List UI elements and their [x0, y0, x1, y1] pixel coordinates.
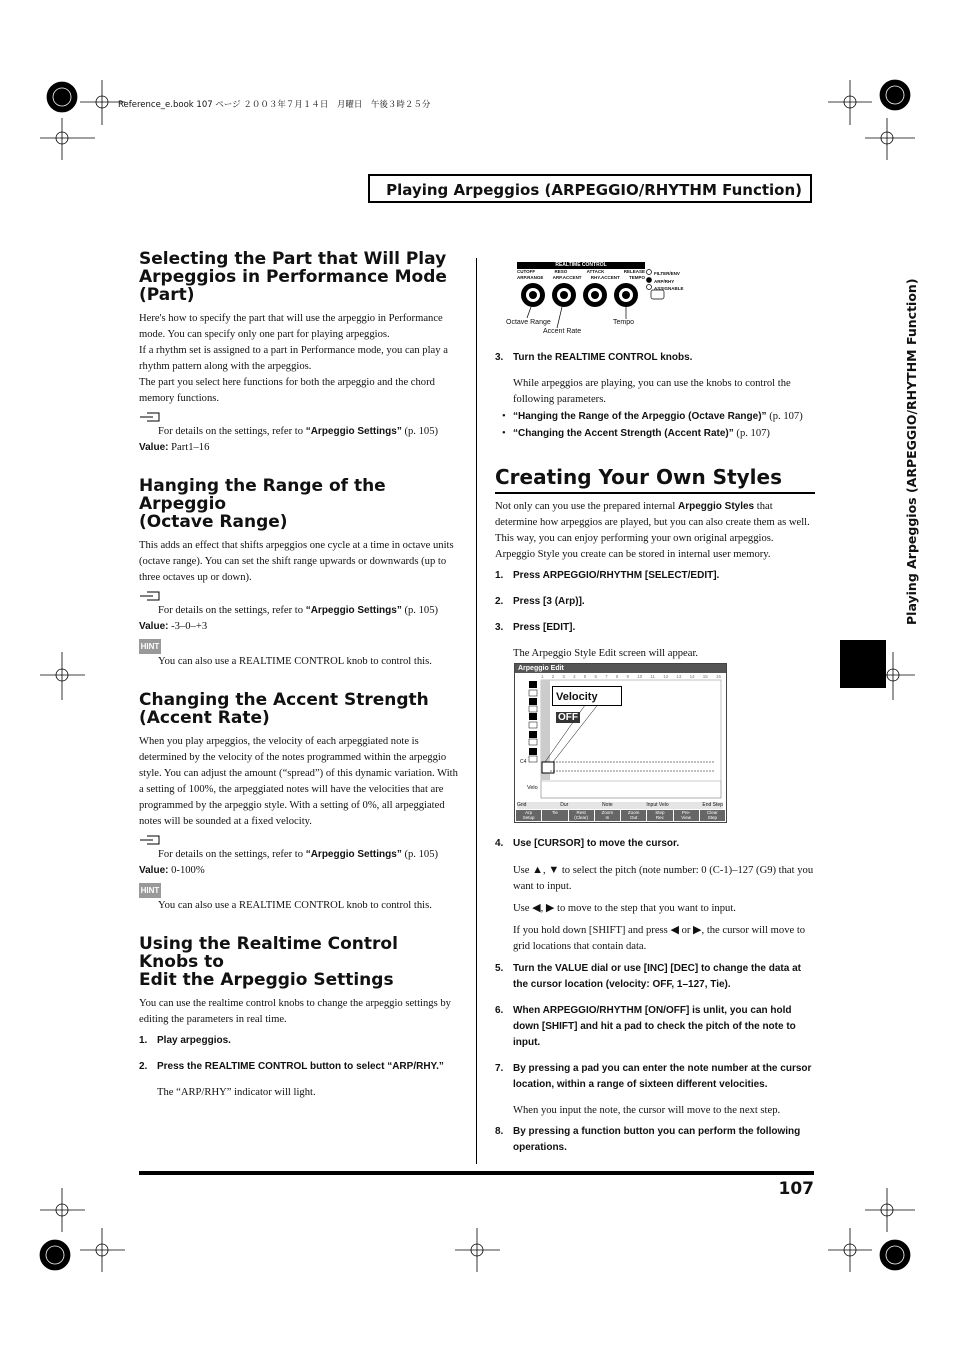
cursor-right-icon: ▶ — [545, 902, 555, 914]
callout-octave-range: Octave Range — [506, 319, 551, 326]
panel-indicators — [654, 270, 684, 293]
step-2-note: The “ARP/RHY” indicator will light. — [157, 1087, 316, 1098]
step-number: 11 — [650, 674, 656, 679]
step-number: 10 — [637, 674, 643, 679]
panel-title: REALTIME CONTROL — [517, 262, 645, 269]
step-number: 14 — [689, 674, 695, 679]
step-number: 4 — [573, 674, 576, 679]
title-rule — [495, 492, 815, 494]
callout-accent-rate: Accent Rate — [543, 328, 582, 335]
page-number: 107 — [778, 1179, 814, 1199]
step-2: 2. Press [3 (Arp)]. — [495, 596, 585, 607]
screen-title: Arpeggio Edit — [515, 664, 726, 673]
bullet-dot: • — [502, 411, 506, 422]
step-5: 5. Turn the VALUE dial or use [INC] [DEC] to change the data at the cursor location (velocity: OFF, 1–127, Tie). — [495, 963, 801, 990]
chapter-header-text: Playing Arpeggios (ARPEGGIO/RHYTHM Function) — [386, 181, 802, 199]
reference-note: For details on the settings, refer to “Arpeggio Settings” (p. 105) — [158, 605, 439, 616]
status-field: Note — [602, 802, 613, 808]
function-button-arp-setup[interactable]: Arp Setup — [516, 810, 541, 821]
reference-note: For details on the settings, refer to “Arpeggio Settings” (p. 105) — [158, 849, 439, 860]
velocity-popup — [552, 686, 622, 723]
step-number: 2 — [551, 674, 555, 679]
bullet-accent-rate: • “Changing the Accent Strength (Accent Rate)” (p. 107) — [495, 426, 815, 442]
reference-icon — [139, 589, 459, 603]
step-1: 1. Press ARPEGGIO/RHYTHM [SELECT/EDIT]. — [495, 570, 720, 581]
status-field: End Step — [702, 802, 723, 808]
function-buttons — [516, 810, 725, 821]
paragraph: Not only can you use the prepared internal Arpeggio Styles that determine how arpeggios are played, but you can also create them as well. This way, you can enjoy performing your own original arpeggios. — [495, 501, 810, 544]
right-column-top — [495, 340, 815, 662]
step-number: 8 — [615, 674, 619, 679]
section-title-part: Selecting the Part that Will Play Arpeggios in Performance Mode (Part) — [139, 249, 447, 305]
step-6: 6. When ARPEGGIO/RHYTHM [ON/OFF] is unlit, you can hold down [SHIFT] and hit a pad to check the pitch of the note to input. — [495, 1005, 796, 1048]
knob-label-top: ATTACK — [586, 269, 605, 274]
paragraph: If a rhythm set is assigned to a part in Performance mode, you can play a rhythm pattern along with the arpeggios. — [139, 345, 448, 372]
step-7-note: When you input the note, the cursor will move to the next step. — [513, 1105, 781, 1116]
bullet-dot: • — [502, 428, 506, 439]
value-line: Value: -3–0–+3 — [139, 621, 208, 632]
arpeggio-edit-screen — [514, 663, 727, 823]
side-tab-label: Playing Arpeggios (ARPEGGIO/RHYTHM Function) — [904, 278, 919, 625]
print-header: Reference_e.book 107 ページ ２００３年７月１４日 月曜日 午後３時２５分 — [118, 100, 431, 110]
indicator-label: FILTER/ENV — [654, 271, 680, 276]
value-line: Value: Part1–16 — [139, 442, 210, 453]
paragraph: This adds an effect that shifts arpeggios one cycle at a time in octave units (octave range). You can set the shift range upwards or downwards (up to three octaves up or down). — [139, 540, 454, 583]
column-divider — [476, 258, 477, 1164]
status-field: Dur — [560, 802, 569, 808]
step-4-shift: If you hold down [SHIFT] and press ◀ or ▶, the cursor will move to grid locations that contain data. — [513, 924, 806, 952]
step-number: 1 — [541, 674, 544, 679]
knob-label-top: RELEASE — [623, 269, 645, 274]
step-1: 1. Play arpeggios. — [139, 1035, 231, 1046]
step-number: 15 — [702, 674, 708, 679]
step-2: 2. Press the REALTIME CONTROL button to select “ARP/RHY.” — [139, 1061, 444, 1072]
step-number: 9 — [626, 674, 630, 679]
step-number: 6 — [594, 674, 597, 679]
step-3-note: The Arpeggio Style Edit screen will appear. — [513, 648, 699, 659]
knob-label-top: RESO — [554, 269, 568, 274]
cursor-right-icon: ▶ — [693, 924, 702, 936]
step-7: 7. By pressing a pad you can enter the note number at the cursor location, within a range of sixteen different velocities. — [495, 1063, 812, 1090]
hint-text: You can also use a REALTIME CONTROL knob to control this. — [158, 656, 432, 667]
step-number: 3 — [562, 674, 565, 679]
realtime-control-panel — [505, 262, 695, 337]
paragraph: When you play arpeggios, the velocity of each arpeggiated note is determined by the velocity of the notes programmed within the arpeggio style. You can adjust the amount (“spread”) of this dynamic variation. With a setting of 100%, the arpeggiated notes will have the velocities that are programmed by the arpeggio style. With a setting of 0%, all arpeggiated notes will be sounded at a fixed velocity. — [139, 736, 458, 827]
cursor-left-icon: ◀ — [670, 924, 679, 936]
status-field: Grid — [517, 802, 527, 808]
callout-tempo: Tempo — [613, 319, 635, 326]
step-4-leftright: Use ◀, ▶ to move to the step that you want to input. — [513, 902, 736, 914]
velocity-value: OFF — [558, 712, 578, 723]
cursor-down-icon: ▼ — [548, 864, 560, 876]
cursor-up-icon: ▲ — [532, 864, 544, 876]
knob-label-bottom: RHY.ACCENT — [590, 275, 620, 280]
c4-label: C4 — [520, 759, 527, 765]
velocity-label: Velocity — [556, 691, 598, 703]
knob-label-bottom: ARP.ACCENT — [552, 275, 582, 280]
paragraph: You can use the realtime control knobs to change the arpeggio settings by editing the parameters in real time. — [139, 998, 451, 1025]
cursor-left-icon: ◀ — [532, 902, 541, 914]
step-3-note: While arpeggios are playing, you can use the knobs to control the following parameters. — [513, 378, 791, 405]
step-number: 13 — [676, 674, 682, 679]
section-title-creating-styles: Creating Your Own Styles — [495, 465, 782, 489]
step-4-updown: Use ▲, ▼ to select the pitch (note number: 0 (C-1)–127 (G9) that you want to input. — [513, 864, 814, 892]
paragraph: Here's how to specify the part that will use the arpeggio in Performance mode. You can specify only one part for playing arpeggios. — [139, 313, 443, 340]
value-line: Value: 0-100% — [139, 865, 205, 876]
function-button-step-rec[interactable]: Step Rec — [647, 810, 672, 821]
section-title-accent-rate: Changing the Accent Strength (Accent Rate) — [139, 690, 429, 728]
reference-note: For details on the settings, refer to “Arpeggio Settings” (p. 105) — [158, 426, 439, 437]
knob-label-top: CUTOFF — [517, 269, 536, 274]
left-column — [139, 250, 459, 1101]
right-column-bottom — [495, 826, 815, 1166]
hint-icon: HINT — [139, 883, 161, 898]
paragraph: The part you select here functions for both the arpeggio and the chord memory functions. — [139, 377, 435, 404]
hint-icon: HINT — [139, 639, 161, 654]
step-number: 16 — [715, 674, 721, 679]
side-tab-marker — [840, 640, 886, 688]
function-button-tie[interactable]: Tie — [542, 810, 567, 821]
chapter-header — [368, 174, 812, 203]
step-8: 8. By pressing a function button you can perform the following operations. — [495, 1126, 801, 1153]
reference-icon — [139, 833, 459, 847]
paragraph: Arpeggio Style you create can be stored in internal user memory. — [495, 549, 771, 560]
function-button-preview[interactable]: Pre- View — [674, 810, 699, 821]
indicator-label: ASSIGNABLE — [654, 286, 684, 291]
status-field: Input Velo — [646, 802, 669, 808]
indicator-label: ARP/RHY — [654, 278, 675, 284]
step-number: 7 — [605, 674, 608, 679]
step-number: 12 — [663, 674, 669, 679]
hint-text: You can also use a REALTIME CONTROL knob to control this. — [158, 900, 432, 911]
function-button-zoom-in[interactable]: Zoom In — [595, 810, 620, 821]
step-4: 4. Use [CURSOR] to move the cursor. — [495, 838, 680, 849]
function-button-clear-step[interactable]: Clear Step — [700, 810, 725, 821]
velo-label: Velo — [527, 785, 538, 791]
knob-label-bottom: TEMPO — [628, 275, 645, 280]
function-button-rest[interactable]: Rest (Clear) — [569, 810, 594, 821]
step-3: 3. Turn the REALTIME CONTROL knobs. — [495, 352, 693, 363]
function-button-zoom-out[interactable]: Zoom Out — [621, 810, 646, 821]
section-title-realtime-knobs: Using the Realtime Control Knobs to Edit the Arpeggio Settings — [139, 934, 398, 990]
reference-icon — [139, 410, 459, 424]
bullet-octave-range: • “Hanging the Range of the Arpeggio (Octave Range)” (p. 107) — [495, 409, 815, 425]
section-title-octave-range: Hanging the Range of the Arpeggio (Octave Range) — [139, 476, 386, 532]
knob-label-bottom: ARP.RANGE — [517, 275, 544, 280]
step-number: 5 — [583, 674, 587, 679]
step-3: 3. Press [EDIT]. — [495, 622, 576, 633]
footer-rule — [139, 1171, 814, 1175]
status-bar — [517, 802, 723, 809]
